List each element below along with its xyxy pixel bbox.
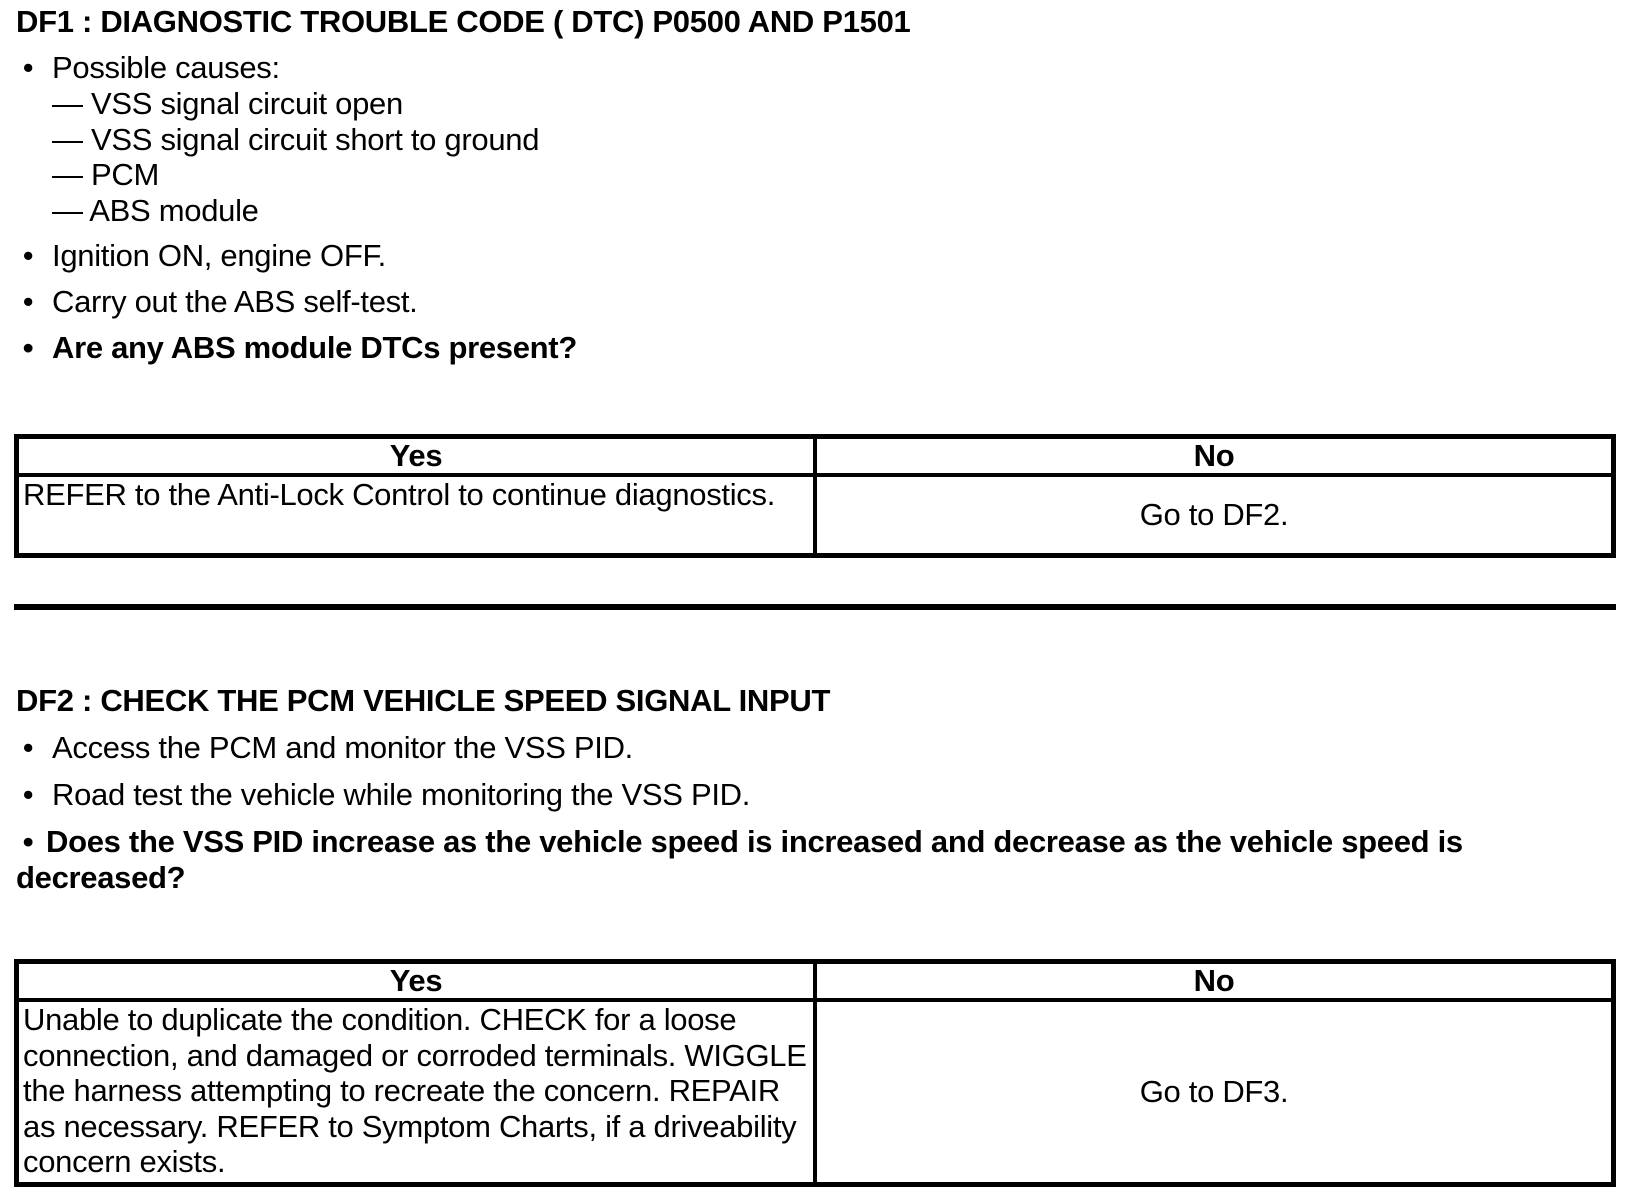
cause-item: — PCM bbox=[52, 157, 160, 192]
step-text: Carry out the ABS self-test. bbox=[52, 284, 418, 319]
cause-item: — ABS module bbox=[52, 192, 259, 228]
df1-question bbox=[16, 330, 1616, 366]
question-text: Does the VSS PID increase as the vehicle speed is increased and decrease as the vehicle speed is decreased? bbox=[16, 824, 1463, 895]
df2-title: DF2 : CHECK THE PCM VEHICLE SPEED SIGNAL INPUT bbox=[16, 683, 831, 718]
yes-header: Yes bbox=[17, 437, 816, 476]
no-action: Go to DF2. bbox=[815, 475, 1614, 556]
bullet-icon: • bbox=[22, 284, 34, 319]
yes-header: Yes bbox=[17, 962, 816, 1001]
df2-section bbox=[16, 683, 1616, 896]
df1-steps bbox=[16, 50, 1616, 366]
df1-step bbox=[16, 238, 1616, 274]
cause-item: — VSS signal circuit open bbox=[52, 86, 403, 121]
yes-action: REFER to the Anti-Lock Control to continue diagnostics. bbox=[17, 475, 816, 556]
step-text: Road test the vehicle while monitoring the VSS PID. bbox=[52, 777, 751, 812]
df2-yes-no-table bbox=[14, 959, 1616, 1187]
df2-steps bbox=[16, 730, 1616, 813]
df1-possible-causes bbox=[16, 50, 1616, 228]
step-text: Access the PCM and monitor the VSS PID. bbox=[52, 730, 633, 765]
possible-causes-label: Possible causes: bbox=[52, 50, 280, 85]
df1-section bbox=[16, 4, 1616, 366]
bullet-icon: • bbox=[22, 330, 34, 365]
df1-title: DF1 : DIAGNOSTIC TROUBLE CODE ( DTC) P0500 AND P1501 bbox=[16, 4, 911, 39]
df1-yes-no-table bbox=[14, 434, 1616, 558]
cause-item: — VSS signal circuit short to ground bbox=[52, 121, 540, 157]
bullet-icon: • bbox=[22, 238, 34, 273]
causes-list bbox=[52, 86, 1616, 228]
yes-action: Unable to duplicate the condition. CHECK for a loose connection, and damaged or corroded terminals. WIGGLE the harness attempting to recreate the concern. REPAIR as necessary. REFER to Symptom Charts, if a driveability concern exists. bbox=[17, 1000, 816, 1185]
no-action: Go to DF3. bbox=[815, 1000, 1614, 1185]
bullet-icon: • bbox=[22, 777, 34, 812]
no-header: No bbox=[815, 962, 1614, 1001]
question-text: Are any ABS module DTCs present? bbox=[52, 330, 577, 365]
bullet-icon: • bbox=[22, 730, 34, 765]
df1-step bbox=[16, 284, 1616, 320]
df2-question bbox=[16, 824, 1616, 896]
section-divider bbox=[14, 604, 1616, 610]
step-text: Ignition ON, engine OFF. bbox=[52, 238, 386, 273]
df2-step bbox=[16, 777, 1616, 813]
bullet-icon: • bbox=[22, 50, 34, 85]
bullet-icon: • bbox=[22, 824, 34, 859]
df2-step bbox=[16, 730, 1616, 766]
no-header: No bbox=[815, 437, 1614, 476]
